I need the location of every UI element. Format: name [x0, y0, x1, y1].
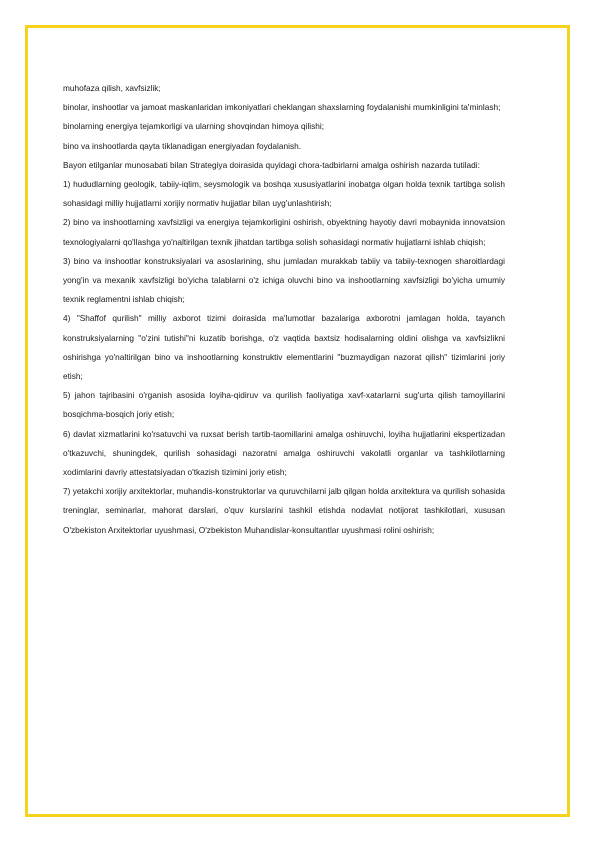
paragraph: 2) bino va inshootlarning xavfsizligi va energiya tejamkorligini oshirish, obyektning hayotiy davri mobaynida innovatsion texnologiyalarni qo'llashga yo'naltirilgan texnik jihatdan tartibga solish sohasidagi normativ hujjatlarni ishlab chiqish;	[63, 217, 505, 247]
paragraph: Bayon etilganlar munosabati bilan Strategiya doirasida quyidagi chora-tadbirlarni amalga oshirish nazarda tutiladi:	[63, 159, 480, 170]
paragraph: 5) jahon tajribasini o'rganish asosida loyiha-qidiruv va qurilish faoliyatiga xavf-xatarlarni sug'urta qilish tamoyillarini bosqichma-bosqich joriy etish;	[63, 390, 505, 420]
paragraph: binolarning energiya tejamkorligi va ularning shovqindan himoya qilishi;	[63, 121, 325, 132]
paragraph: muhofaza qilish, xavfsizlik;	[63, 83, 161, 93]
paragraph: binolar, inshootlar va jamoat maskanlaridan imkoniyatlari cheklangan shaxslarning foydalanishi mumkinligini ta'minlash;	[63, 102, 501, 113]
paragraph: 6) davlat xizmatlarini ko'rsatuvchi va ruxsat berish tartib-taomillarini amalga oshiruvchi, loyiha hujjatlarini ekspertizadan o'tkazuvchi, shuningdek, qurilish sohasidagi nazoratni amalga oshiruvchi vakolatli organlar va tashkilotlarning xodimlarini davriy attestatsiyadan o'tkazish tizimini joriy etish;	[63, 428, 505, 478]
paragraph: 3) bino va inshootlar konstruksiyalari va asoslarining, shu jumladan murakkab tabiiy va tabiiy-texnogen sharoitlardagi yong'in va mexanik xavfsizligi bo'yicha talablarni o'z ichiga oluvchi bino va inshootlarning xavfsizligi bo'yicha umumiy texnik reglamentni ishlab chiqish;	[63, 255, 505, 305]
paragraph: 7) yetakchi xorijiy arxitektorlar, muhandis-konstruktorlar va quruvchilarni jalb qilgan holda arxitektura va qurilish sohasida treninglar, seminarlar, mahorat darslari, o'quv kurslarini tashkil etishda nodavlat notijorat tashkilotlari, xususan O'zbekiston Arxitektorlar uyushmasi, O'zbekiston Muhandislar-konsultantlar uyushmasi rolini oshirish;	[63, 486, 505, 535]
paragraph: bino va inshootlarda qayta tiklanadigan energiyadan foydalanish.	[63, 140, 302, 151]
paragraph: 4) "Shaffof qurilish" milliy axborot tizimi doirasida ma'lumotlar bazalariga axborotni jamlagan holda, tayanch konstruksiyalarning "o'zini tutishi"ni kuzatib borishga, o'z vaqtida baxtsiz hodisalarning oldini olishga va xavfsizlikni oshirishga yo'naltirilgan bino va inshootlarning konstruktiv elementlarini "buzmaydigan nazorat qilish" tizimlarini joriy etish;	[63, 313, 505, 382]
paragraph: 1) hududlarning geologik, tabiiy-iqlim, seysmologik va boshqa xususiyatlarini inobatga olgan holda texnik tartibga solish sohasidagi milliy hujjatlarni xorijiy normativ hujjatlar bilan uyg'unlashtirish;	[63, 179, 505, 209]
document-body	[63, 79, 505, 540]
